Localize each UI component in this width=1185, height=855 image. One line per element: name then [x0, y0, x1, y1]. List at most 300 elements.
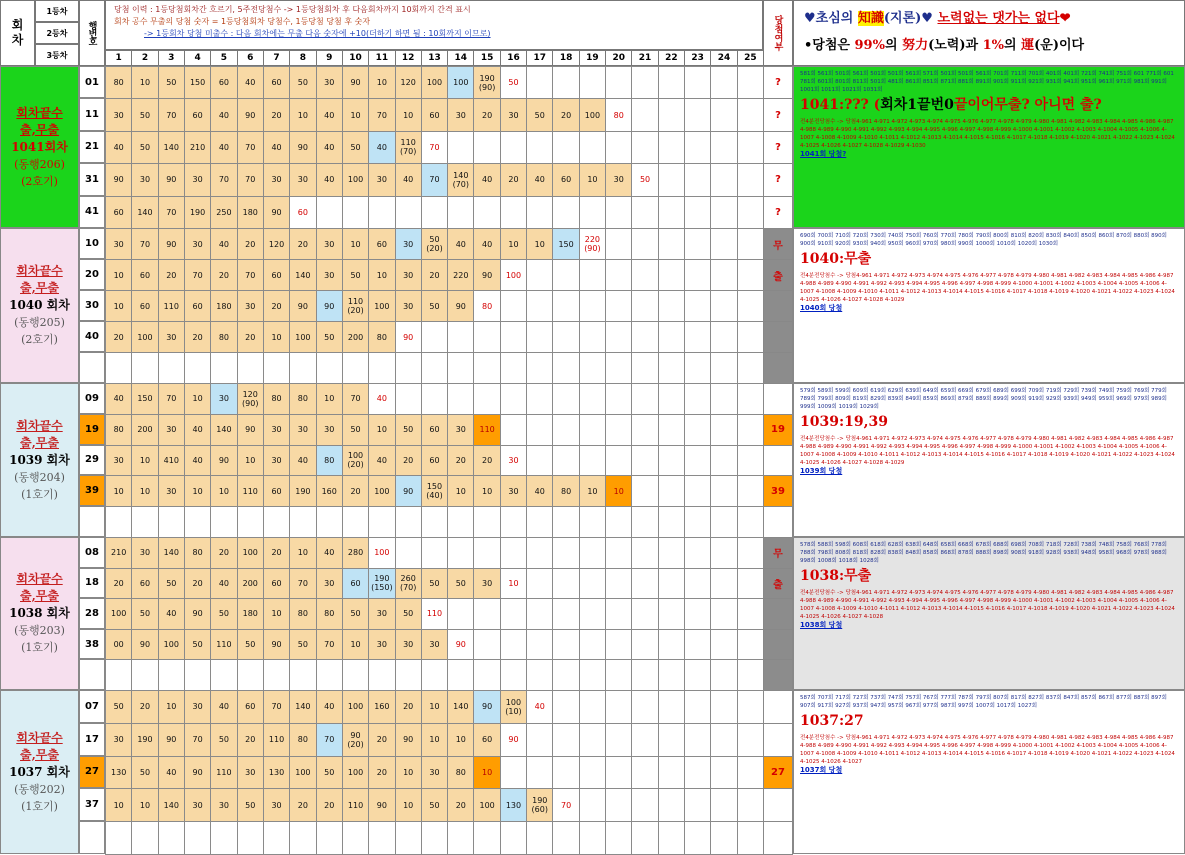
round-label-line: 회차끝수	[16, 418, 63, 433]
draw-gap-cell	[605, 228, 632, 260]
draw-gap-cell: 50	[395, 598, 422, 630]
note-footer-link[interactable]: 1039회 당첨	[800, 467, 843, 475]
draw-gap-cell	[737, 98, 764, 131]
draw-gap-cell: 40	[210, 690, 237, 724]
draw-gap-cell	[605, 629, 632, 661]
draw-gap-cell	[473, 537, 500, 569]
draw-gap-cell	[631, 659, 658, 691]
note-result-text: 끝이어무출? 아니면 출?	[953, 97, 1102, 113]
draw-gap-cell: 90	[473, 690, 500, 724]
draw-gap-cell: 200	[342, 321, 369, 353]
draw-gap-cell	[526, 723, 553, 757]
draw-gap-cell: 10	[105, 259, 132, 291]
draw-gap-cell: 50	[131, 756, 158, 790]
draw-gap-cell: 60	[131, 568, 158, 600]
draw-gap-cell	[447, 598, 474, 630]
draw-gap-cell	[263, 352, 290, 384]
draw-gap-cell	[552, 196, 579, 229]
draw-gap-cell	[263, 659, 290, 691]
draw-gap-cell	[526, 598, 553, 630]
draw-gap-cell: 60	[263, 568, 290, 600]
draw-gap-cell	[631, 723, 658, 757]
draw-gap-cell	[658, 196, 685, 229]
draw-gap-cell	[526, 537, 553, 569]
draw-gap-cell: 80	[473, 290, 500, 322]
draw-gap-cell: 130	[500, 788, 527, 822]
draw-gap-cell: 80	[316, 598, 343, 630]
draw-gap-cell	[684, 659, 711, 691]
draw-gap-cell: 30	[395, 290, 422, 322]
draw-gap-cell	[631, 629, 658, 661]
draw-gap-cell: 100	[237, 537, 264, 569]
row-number: 41	[79, 196, 105, 228]
column-number: 12	[395, 50, 422, 66]
draw-gap-cell: 10	[184, 475, 211, 507]
draw-gap-cell: 70	[263, 690, 290, 724]
draw-gap-cell: 140	[158, 788, 185, 822]
motto-text: (노력)과	[928, 38, 983, 53]
draw-gap-cell: 140	[289, 259, 316, 291]
draw-gap-cell: 80	[105, 66, 132, 99]
draw-gap-cell: 150	[131, 383, 158, 415]
draw-gap-cell	[473, 598, 500, 630]
round-block-label	[0, 690, 79, 854]
draw-gap-cell: 20	[342, 475, 369, 507]
row-number: 18	[79, 568, 105, 599]
draw-gap-cell: 130	[263, 756, 290, 790]
column-number: 20	[605, 50, 632, 66]
draw-gap-cell	[552, 598, 579, 630]
draw-gap-cell	[316, 196, 343, 229]
draw-gap-cell: 60	[421, 445, 448, 477]
draw-gap-cell	[658, 98, 685, 131]
draw-gap-cell	[737, 690, 764, 724]
round-label-line: 회차끝수	[16, 105, 63, 120]
motto-panel	[793, 0, 1185, 66]
draw-gap-cell	[605, 445, 632, 477]
draw-gap-cell	[500, 196, 527, 229]
draw-gap-cell	[684, 414, 711, 446]
round-label-line: 회차끝수	[16, 730, 63, 745]
draw-gap-cell: 50	[526, 98, 553, 131]
draw-gap-cell: 40	[289, 445, 316, 477]
draw-gap-cell: 80	[263, 383, 290, 415]
draw-gap-cell: 20	[105, 568, 132, 600]
draw-gap-cell: 110 (20)	[342, 290, 369, 322]
draw-gap-cell: 220	[447, 259, 474, 291]
draw-gap-cell: 60	[237, 690, 264, 724]
draw-gap-cell: 100	[289, 756, 316, 790]
draw-gap-cell: 30	[263, 163, 290, 196]
draw-gap-cell	[447, 321, 474, 353]
draw-gap-cell: 70	[552, 788, 579, 822]
draw-gap-cell	[737, 506, 764, 538]
draw-gap-cell	[526, 568, 553, 600]
draw-gap-cell: 190 (150)	[368, 568, 395, 600]
draw-gap-cell: 20	[289, 788, 316, 822]
draw-gap-cell	[552, 131, 579, 164]
draw-gap-cell	[579, 66, 606, 99]
draw-gap-cell: 180	[237, 598, 264, 630]
draw-gap-cell: 90 (20)	[342, 723, 369, 757]
draw-gap-cell	[500, 537, 527, 569]
draw-gap-cell	[368, 352, 395, 384]
draw-gap-cell: 30	[263, 414, 290, 446]
draw-gap-cell: 50	[447, 568, 474, 600]
draw-gap-cell	[552, 821, 579, 855]
draw-gap-cell	[421, 506, 448, 538]
win-status-cell	[763, 506, 793, 538]
draw-gap-cell	[605, 414, 632, 446]
draw-gap-cell: 200	[237, 568, 264, 600]
draw-gap-cell	[579, 690, 606, 724]
draw-gap-cell	[737, 537, 764, 569]
note-history: 587회 707회 717회 727회 737회 747회 757회 767회 777회 787회 797회 807회 817회 827회 837회 847회 857회 867회 877회 887회 897회 907회 917회 927회 937회 947회 957회 967회 977회 987회 997회 1007회 1017회 1027회	[800, 695, 1167, 709]
column-number: 23	[684, 50, 711, 66]
draw-gap-cell: 150	[184, 66, 211, 99]
motto-text: •당첨은	[804, 38, 855, 53]
draw-gap-cell: 80	[184, 537, 211, 569]
draw-gap-cell	[158, 506, 185, 538]
draw-gap-cell: 120 (90)	[237, 383, 264, 415]
round-label-line: (2호기)	[21, 174, 58, 188]
round-label-line: 1038 회차	[9, 606, 70, 620]
draw-gap-cell	[658, 690, 685, 724]
draw-gap-cell: 70	[421, 131, 448, 164]
win-status-cell: 출	[763, 568, 793, 600]
draw-gap-cell: 50	[421, 788, 448, 822]
heart-icon: ❤	[1059, 11, 1071, 26]
draw-gap-cell	[737, 321, 764, 353]
draw-gap-cell	[737, 131, 764, 164]
draw-gap-cell: 280	[342, 537, 369, 569]
column-number: 8	[289, 50, 316, 66]
draw-gap-cell	[316, 506, 343, 538]
draw-gap-cell	[447, 196, 474, 229]
draw-gap-cell: 60	[368, 228, 395, 260]
draw-gap-cell: 30	[263, 445, 290, 477]
column-number: 7	[263, 50, 290, 66]
draw-gap-cell: 110	[210, 629, 237, 661]
win-status-cell	[763, 659, 793, 691]
draw-gap-cell: 20	[263, 290, 290, 322]
draw-gap-cell	[605, 290, 632, 322]
draw-gap-cell: 30	[368, 163, 395, 196]
column-number: 5	[210, 50, 237, 66]
draw-gap-cell	[105, 659, 132, 691]
draw-gap-cell: 10	[368, 259, 395, 291]
draw-gap-cell	[473, 321, 500, 353]
draw-gap-cell	[710, 659, 737, 691]
draw-gap-cell: 60	[263, 475, 290, 507]
draw-gap-cell	[579, 414, 606, 446]
draw-gap-cell: 120	[263, 228, 290, 260]
draw-gap-cell	[710, 196, 737, 229]
draw-gap-cell: 90	[395, 475, 422, 507]
note-footer-link[interactable]: 1041회 당첨?	[800, 150, 847, 158]
draw-gap-cell	[579, 821, 606, 855]
round-note	[793, 537, 1185, 690]
draw-gap-cell	[710, 506, 737, 538]
win-status-cell: 19	[763, 414, 793, 446]
draw-gap-cell: 20	[184, 568, 211, 600]
draw-gap-cell	[210, 821, 237, 855]
draw-gap-cell: 70	[158, 98, 185, 131]
row-number	[79, 506, 105, 537]
draw-gap-cell: 80	[605, 98, 632, 131]
draw-gap-cell: 100	[421, 66, 448, 99]
draw-gap-cell: 10	[105, 290, 132, 322]
draw-gap-cell	[210, 659, 237, 691]
round-note	[793, 690, 1185, 854]
motto-emphasis: 努力	[902, 38, 929, 53]
draw-gap-cell: 50	[237, 629, 264, 661]
draw-gap-cell	[395, 537, 422, 569]
draw-gap-cell	[158, 352, 185, 384]
draw-gap-cell	[737, 568, 764, 600]
draw-gap-cell	[605, 66, 632, 99]
draw-gap-cell: 30	[421, 629, 448, 661]
draw-gap-cell	[237, 352, 264, 384]
draw-gap-cell: 90	[368, 788, 395, 822]
draw-gap-cell	[289, 659, 316, 691]
draw-gap-cell: 50	[316, 321, 343, 353]
draw-gap-cell	[631, 506, 658, 538]
draw-gap-cell: 130	[105, 756, 132, 790]
draw-gap-cell: 60	[421, 98, 448, 131]
draw-gap-cell: 100	[342, 163, 369, 196]
draw-gap-cell	[658, 445, 685, 477]
draw-gap-cell	[342, 659, 369, 691]
draw-gap-cell: 50 (20)	[421, 228, 448, 260]
draw-gap-cell: 30	[500, 98, 527, 131]
sub-row-1: 1등차	[35, 0, 79, 22]
column-number: 21	[631, 50, 658, 66]
draw-gap-cell	[658, 321, 685, 353]
draw-gap-cell: 120	[395, 66, 422, 99]
round-label-top: 회	[11, 18, 24, 32]
note-result-text: 1040:무출	[800, 251, 872, 267]
draw-gap-cell	[184, 821, 211, 855]
round-label-line: (1호기)	[21, 799, 58, 813]
draw-gap-cell: 30	[105, 445, 132, 477]
draw-gap-cell: 220 (90)	[579, 228, 606, 260]
draw-gap-cell	[710, 537, 737, 569]
draw-gap-cell: 10	[395, 756, 422, 790]
draw-gap-cell: 70	[289, 568, 316, 600]
draw-gap-cell: 90	[210, 445, 237, 477]
draw-gap-cell: 30	[289, 414, 316, 446]
draw-gap-cell: 60	[421, 414, 448, 446]
notes-line-3: -> 1등회차 당첨 미출수 : 다음 회차에는 무출 다음 숫자에 +10(더하기 하면 됨 : 10회까지 이므로)	[144, 29, 491, 38]
draw-gap-cell	[737, 228, 764, 260]
draw-gap-cell: 40	[526, 690, 553, 724]
row-number-header: 행번호	[79, 0, 105, 66]
draw-gap-cell: 10	[605, 475, 632, 507]
motto-text: (지론)♥	[883, 11, 938, 26]
draw-gap-cell: 100	[368, 475, 395, 507]
draw-gap-cell: 100	[579, 98, 606, 131]
draw-gap-cell: 110	[421, 598, 448, 630]
draw-gap-cell	[684, 321, 711, 353]
draw-gap-cell: 20	[316, 788, 343, 822]
draw-gap-cell: 20	[395, 690, 422, 724]
draw-gap-cell: 140	[131, 196, 158, 229]
draw-gap-cell: 70	[316, 723, 343, 757]
draw-gap-cell	[158, 821, 185, 855]
motto-emphasis: 노력없는 댓가는 없다	[937, 11, 1060, 26]
draw-gap-cell: 40	[210, 131, 237, 164]
draw-gap-cell	[552, 290, 579, 322]
note-detail: 전4분전당첨수 -> 당첨4-961 4-971 4-972 4-973 4-974 4-975 4-976 4-977 4-978 4-979 4-980 4-981 4-982 4-983 4-984 4-985 4-986 4-987 4-988 4-989 4-990 4-991 4-992 4-993 4-994 4-995 4-996 4-997 4-998 4-999 4-1000 4-1001 4-1002 4-1003 4-1004 4-1005 4-1006 4-1007 4-1008 4-1009 4-1010 4-1011 4-1012 4-1013 4-1014 4-1015 4-1016 4-1017 4-1018 4-1019 4-1020 4-1021 4-1022 4-1023 4-1024 4-1025 4-1026 4-1027	[800, 735, 1175, 765]
draw-gap-cell: 90	[289, 131, 316, 164]
draw-gap-cell	[631, 196, 658, 229]
draw-gap-cell: 90	[237, 98, 264, 131]
win-status-cell: ?	[763, 98, 793, 131]
draw-gap-cell	[684, 788, 711, 822]
draw-gap-cell: 30	[500, 445, 527, 477]
draw-gap-cell: 10	[342, 98, 369, 131]
draw-gap-cell: 90	[447, 290, 474, 322]
draw-gap-cell: 250	[210, 196, 237, 229]
draw-gap-cell: 90	[184, 756, 211, 790]
draw-gap-cell	[526, 196, 553, 229]
draw-gap-cell	[447, 506, 474, 538]
draw-gap-cell	[552, 414, 579, 446]
draw-gap-cell: 90	[184, 598, 211, 630]
draw-gap-cell: 40	[210, 98, 237, 131]
draw-gap-cell	[579, 352, 606, 384]
draw-gap-cell: 10	[342, 629, 369, 661]
draw-gap-cell	[658, 66, 685, 99]
draw-gap-cell	[658, 163, 685, 196]
draw-gap-cell: 70	[316, 629, 343, 661]
note-footer-link[interactable]: 1037회 당첨	[800, 766, 843, 774]
draw-gap-cell: 30	[395, 629, 422, 661]
row-number	[79, 821, 105, 854]
note-footer-link[interactable]: 1040회 당첨	[800, 304, 843, 312]
draw-gap-cell	[658, 568, 685, 600]
draw-gap-cell	[710, 475, 737, 507]
note-footer-link[interactable]: 1038회 당첨	[800, 621, 843, 629]
round-label-line: (2호기)	[21, 333, 58, 346]
draw-gap-cell	[737, 352, 764, 384]
draw-gap-cell	[263, 821, 290, 855]
draw-gap-cell	[421, 321, 448, 353]
draw-gap-cell: 100	[447, 66, 474, 99]
draw-gap-cell	[526, 506, 553, 538]
draw-gap-cell: 180	[237, 196, 264, 229]
draw-gap-cell: 60	[552, 163, 579, 196]
draw-gap-cell	[105, 506, 132, 538]
draw-gap-cell	[737, 383, 764, 415]
draw-gap-cell	[342, 821, 369, 855]
draw-gap-cell	[684, 506, 711, 538]
draw-gap-cell	[500, 598, 527, 630]
draw-gap-cell: 10	[105, 475, 132, 507]
draw-gap-cell	[605, 659, 632, 691]
draw-gap-cell	[184, 506, 211, 538]
draw-gap-cell: 10	[447, 475, 474, 507]
draw-gap-cell	[631, 98, 658, 131]
draw-gap-cell	[684, 259, 711, 291]
draw-gap-cell	[684, 228, 711, 260]
draw-gap-cell: 40	[473, 163, 500, 196]
draw-gap-cell: 50	[237, 788, 264, 822]
draw-gap-cell	[631, 475, 658, 507]
draw-gap-cell	[658, 723, 685, 757]
row-number: 01	[79, 66, 105, 98]
draw-gap-cell	[473, 352, 500, 384]
draw-gap-cell	[579, 131, 606, 164]
draw-gap-cell	[710, 352, 737, 384]
draw-gap-cell	[710, 163, 737, 196]
draw-gap-cell	[658, 756, 685, 790]
draw-gap-cell: 50	[342, 598, 369, 630]
draw-gap-cell: 10	[263, 321, 290, 353]
draw-gap-cell: 20	[447, 788, 474, 822]
draw-gap-cell: 90	[263, 196, 290, 229]
draw-gap-cell: 30	[158, 414, 185, 446]
draw-gap-cell	[658, 352, 685, 384]
draw-gap-cell	[342, 352, 369, 384]
note-result-text: 1041:??? (	[800, 97, 881, 113]
draw-gap-cell	[631, 383, 658, 415]
draw-gap-cell: 20	[237, 228, 264, 260]
round-label-line: 출,무출	[20, 281, 59, 295]
draw-gap-cell: 20	[210, 537, 237, 569]
draw-gap-cell	[552, 383, 579, 415]
draw-gap-cell	[684, 196, 711, 229]
draw-gap-cell	[447, 352, 474, 384]
draw-gap-cell	[579, 321, 606, 353]
draw-gap-cell: 50	[421, 568, 448, 600]
draw-gap-cell	[605, 723, 632, 757]
row-number	[79, 659, 105, 690]
round-note	[793, 383, 1185, 537]
draw-gap-cell	[737, 66, 764, 99]
draw-gap-cell	[710, 568, 737, 600]
header-notes	[105, 0, 763, 50]
draw-gap-cell	[737, 756, 764, 790]
draw-gap-cell	[500, 756, 527, 790]
draw-gap-cell: 10	[368, 66, 395, 99]
draw-gap-cell	[447, 383, 474, 415]
win-status-cell: ?	[763, 131, 793, 164]
draw-gap-cell	[579, 445, 606, 477]
draw-gap-cell	[579, 788, 606, 822]
draw-gap-cell: 100	[158, 629, 185, 661]
draw-gap-cell: 260 (70)	[395, 568, 422, 600]
draw-gap-cell: 20	[131, 690, 158, 724]
draw-gap-cell	[684, 537, 711, 569]
draw-gap-cell	[631, 352, 658, 384]
draw-gap-cell	[263, 506, 290, 538]
draw-gap-cell: 10	[131, 66, 158, 99]
draw-gap-cell	[395, 352, 422, 384]
draw-gap-cell	[500, 352, 527, 384]
note-history: 690회 700회 710회 720회 730회 740회 750회 760회 770회 780회 790회 800회 810회 820회 830회 840회 850회 860회 870회 880회 890회 900회 910회 920회 930회 940회 950회 960회 970회 980회 990회 1000회 1010회 1020회 1030회	[800, 233, 1167, 247]
draw-gap-cell: 50	[289, 629, 316, 661]
row-number: 11	[79, 98, 105, 130]
note-history: 581회 561회 501회 561회 501회 501회 561회 571회 501회 501회 561회 701회 711회 701회 401회 401회 721회 741회 751회 601 771회 601 781회 601회 801회 811회 501회 481회 861회 851회 871회 881회 891회 901회 911회 921회 931회 941회 951회 961회 971회 981회 991회 1001회 1011회 1021회 1031회	[800, 71, 1174, 93]
draw-gap-cell: 10	[342, 228, 369, 260]
draw-gap-cell	[658, 629, 685, 661]
draw-gap-cell	[473, 131, 500, 164]
draw-gap-cell: 30	[237, 756, 264, 790]
draw-gap-cell	[684, 352, 711, 384]
round-label-line: 1041회차	[11, 139, 68, 154]
